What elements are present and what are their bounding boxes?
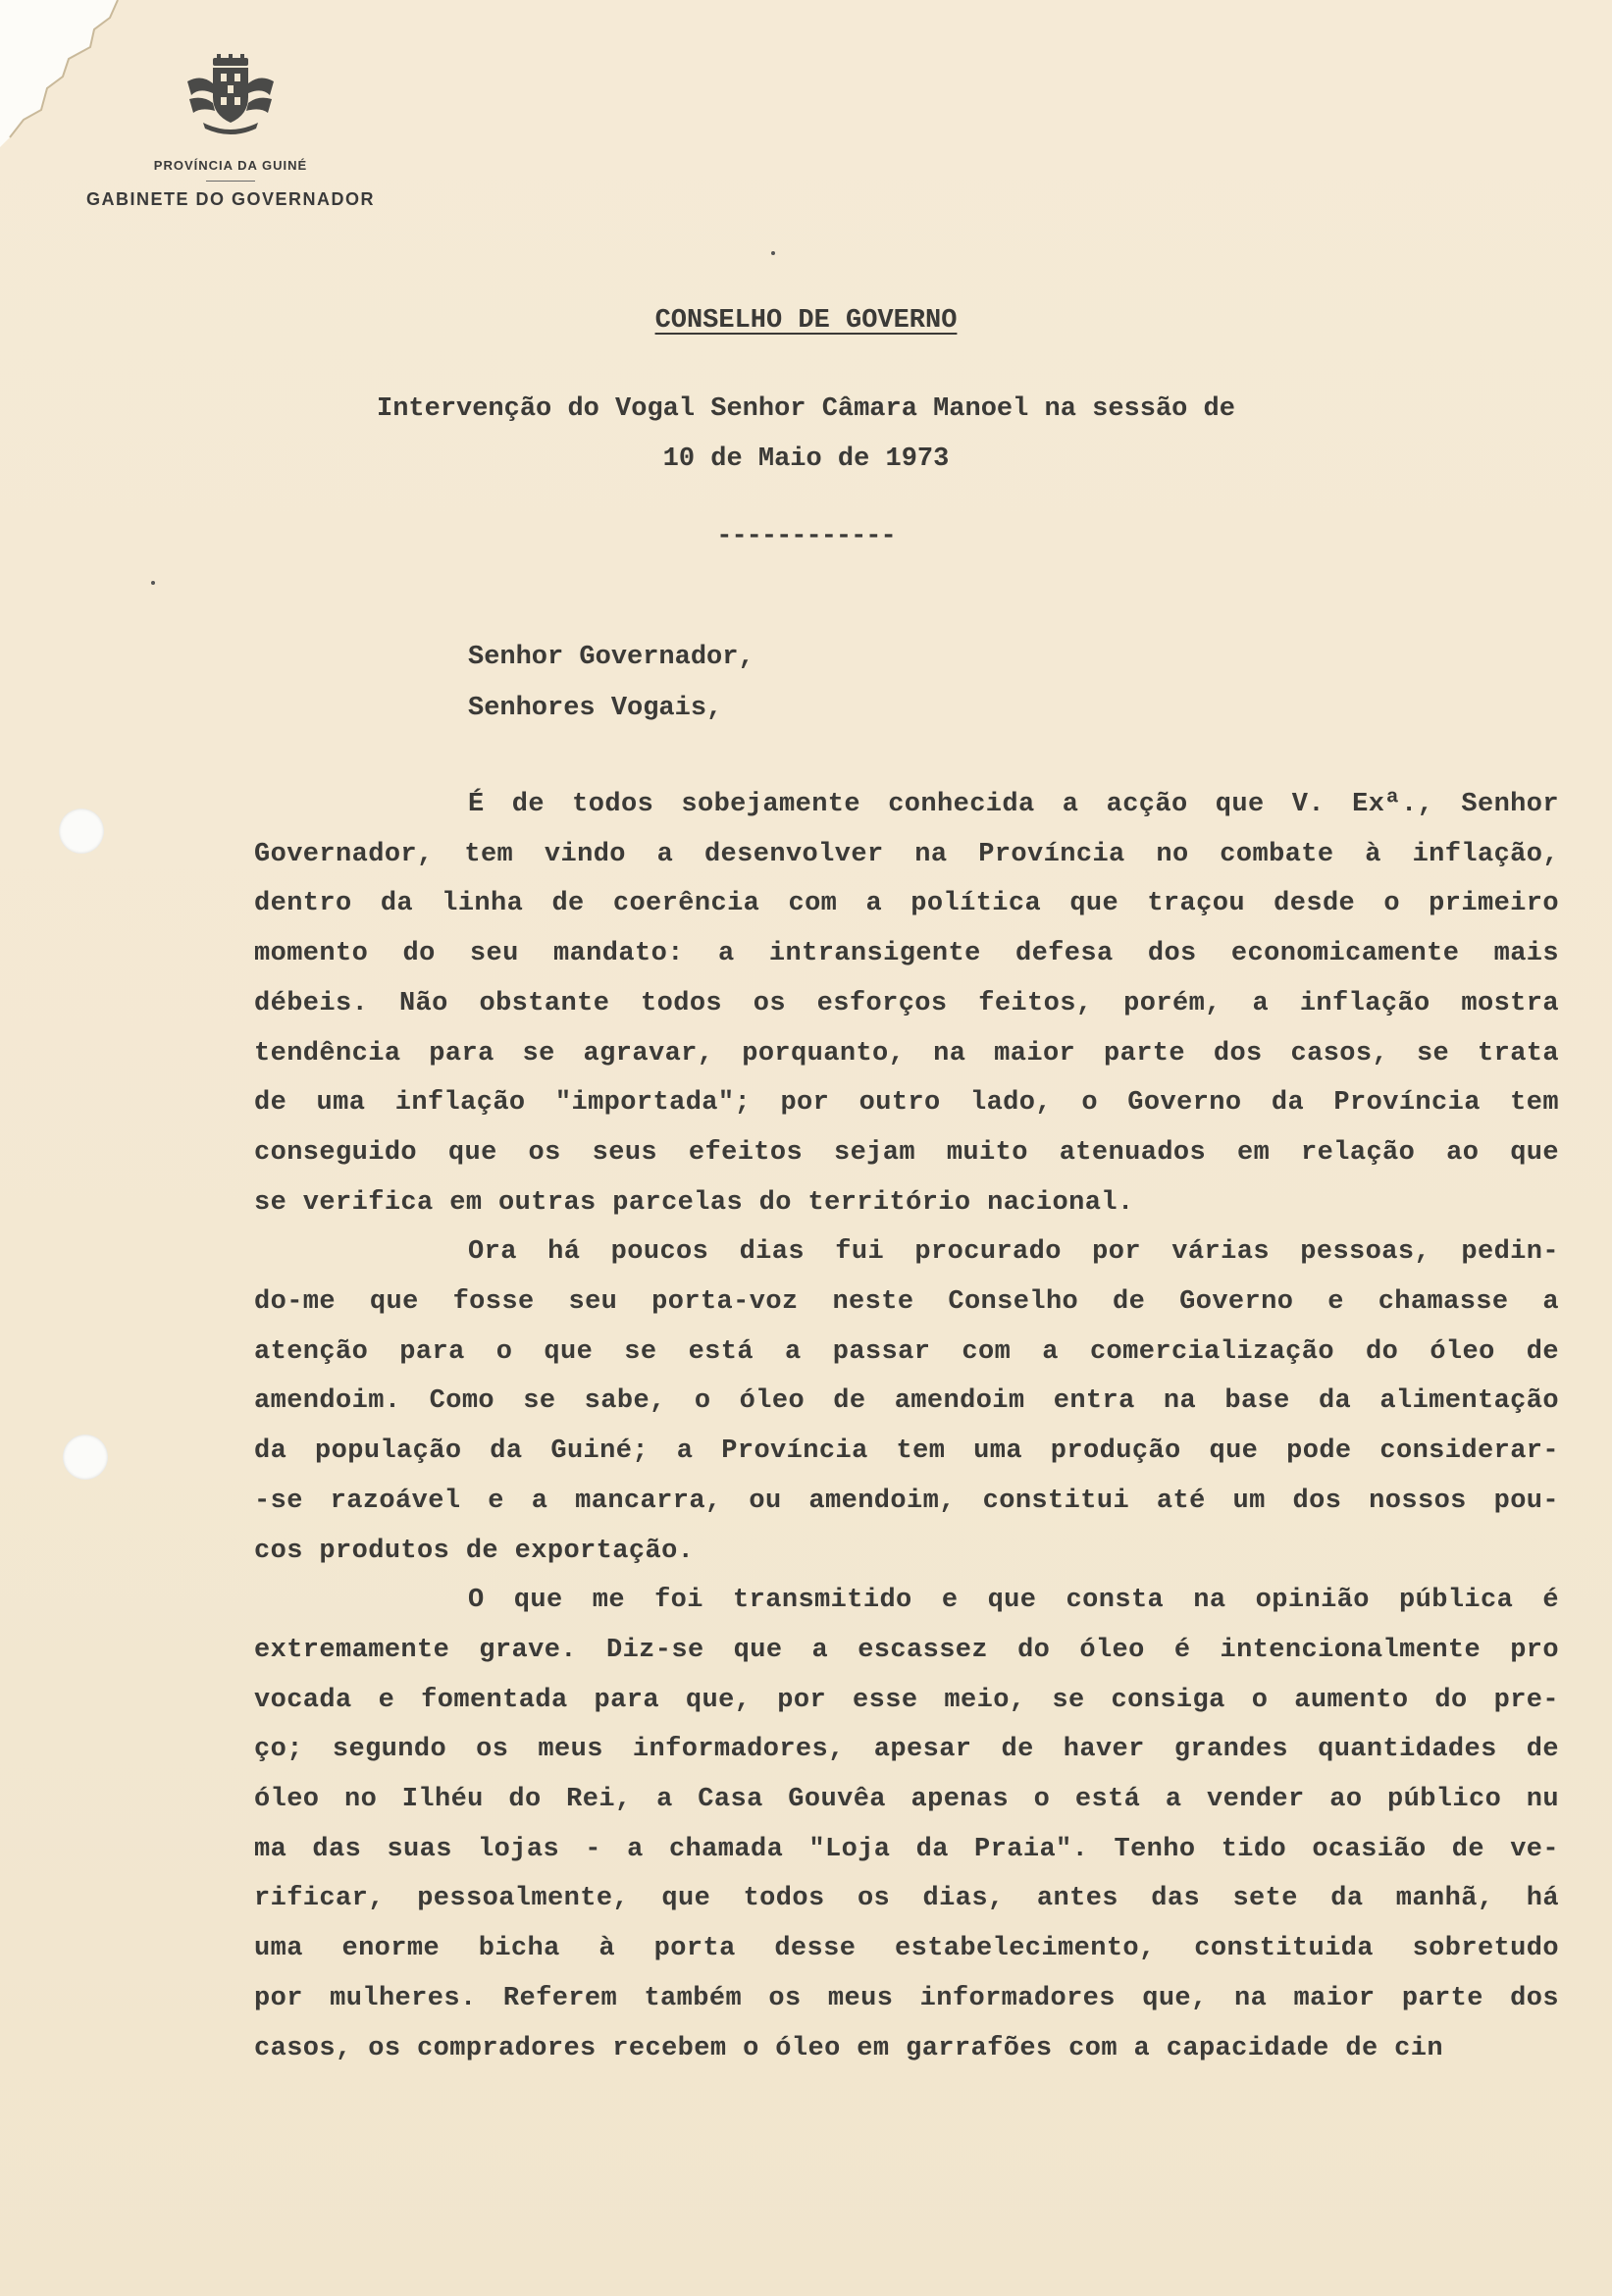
paragraph-line: casos, os compradores recebem o óleo em garrafões com a capacidade de cin [254, 2033, 1443, 2063]
paragraph-line: ço; segundo os meus informadores, apesar de haver grandes quantidades de [254, 1735, 1559, 1765]
paper-speck [151, 581, 155, 585]
paragraph-line: O que me foi transmitido e que consta na opinião pública é [468, 1586, 1559, 1616]
paragraph-line: de uma inflação "importada"; por outro lado, o Governo da Província tem [254, 1088, 1559, 1119]
punch-hole [63, 1435, 108, 1480]
paragraph-line: se verifica em outras parcelas do território nacional. [254, 1187, 1134, 1218]
paragraph-line: do-me que fosse seu porta-voz neste Conselho de Governo e chamasse a [254, 1287, 1559, 1318]
letterhead-divider [206, 181, 255, 182]
paragraph-line: débeis. Não obstante todos os esforços feitos, porém, a inflação mostra [254, 988, 1559, 1018]
subtitle-line: 10 de Maio de 1973 [662, 444, 950, 474]
salutation-line: Senhores Vogais, [468, 694, 723, 723]
province-name: PROVÍNCIA DA GUINÉ [153, 158, 308, 173]
salutation-line: Senhor Governador, [468, 643, 754, 672]
paragraph-line: Ora há poucos dias fui procurado por várias pessoas, pedin- [468, 1237, 1559, 1268]
paragraph-line: amendoim. Como se sabe, o óleo de amendoim entra na base da alimentação [254, 1386, 1559, 1417]
cabinet-name: GABINETE DO GOVERNADOR [85, 189, 376, 209]
paragraph-line: uma enorme bicha à porta desse estabelecimento, constituida sobretudo [254, 1934, 1559, 1964]
paragraph-line: ma das suas lojas - a chamada "Loja da Praia". Tenho tido ocasião de ve- [254, 1834, 1559, 1864]
coat-of-arms-icon [183, 54, 278, 136]
body-paragraph [254, 1227, 1559, 1576]
paragraph-line: óleo no Ilhéu do Rei, a Casa Gouvêa apenas o está a vender ao público nu [254, 1785, 1559, 1815]
paragraph-line: dentro da linha de coerência com a política que traçou desde o primeiro [254, 889, 1559, 919]
paragraph-line: cos produtos de exportação. [254, 1536, 695, 1566]
paragraph-line: Governador, tem vindo a desenvolver na Província no combate à inflação, [254, 839, 1559, 869]
paragraph-line: tendência para se agravar, porquanto, na maior parte dos casos, se trata [254, 1038, 1559, 1069]
document-subtitle [0, 385, 1612, 485]
document-title: CONSELHO DE GOVERNO [654, 306, 958, 336]
body-paragraph [254, 1576, 1559, 2073]
paragraph-line: da população da Guiné; a Província tem uma produção que pode considerar- [254, 1436, 1559, 1467]
paragraph-line: extremamente grave. Diz-se que a escassez do óleo é intencionalmente pro [254, 1635, 1559, 1665]
body-text [254, 780, 1559, 2073]
paragraph-line: atenção para o que se está a passar com a comercialização do óleo de [254, 1336, 1559, 1367]
paragraph-line: conseguido que os seus efeitos sejam muito atenuados em relação ao que [254, 1137, 1559, 1168]
punch-hole [59, 809, 104, 854]
paragraph-line: rificar, pessoalmente, que todos os dias, antes das sete da manhã, há [254, 1884, 1559, 1914]
paper-speck [771, 251, 775, 255]
body-paragraph [254, 780, 1559, 1227]
paragraph-line: vocada e fomentada para que, por esse meio, se consiga o aumento do pre- [254, 1685, 1559, 1715]
subtitle-line: Intervenção do Vogal Senhor Câmara Manoel na sessão de [377, 394, 1235, 424]
salutation [468, 632, 754, 734]
paragraph-line: -se razoável e a mancarra, ou amendoim, constitui até um dos nossos pou- [254, 1486, 1559, 1516]
paragraph-line: momento do seu mandato: a intransigente defesa dos economicamente mais [254, 939, 1559, 969]
separator-line: ------------ [716, 522, 896, 551]
letterhead [69, 54, 392, 210]
paragraph-line: É de todos sobejamente conhecida a acção que V. Exª., Senhor [468, 790, 1559, 819]
paragraph-line: por mulheres. Referem também os meus informadores que, na maior parte dos [254, 1983, 1559, 2013]
